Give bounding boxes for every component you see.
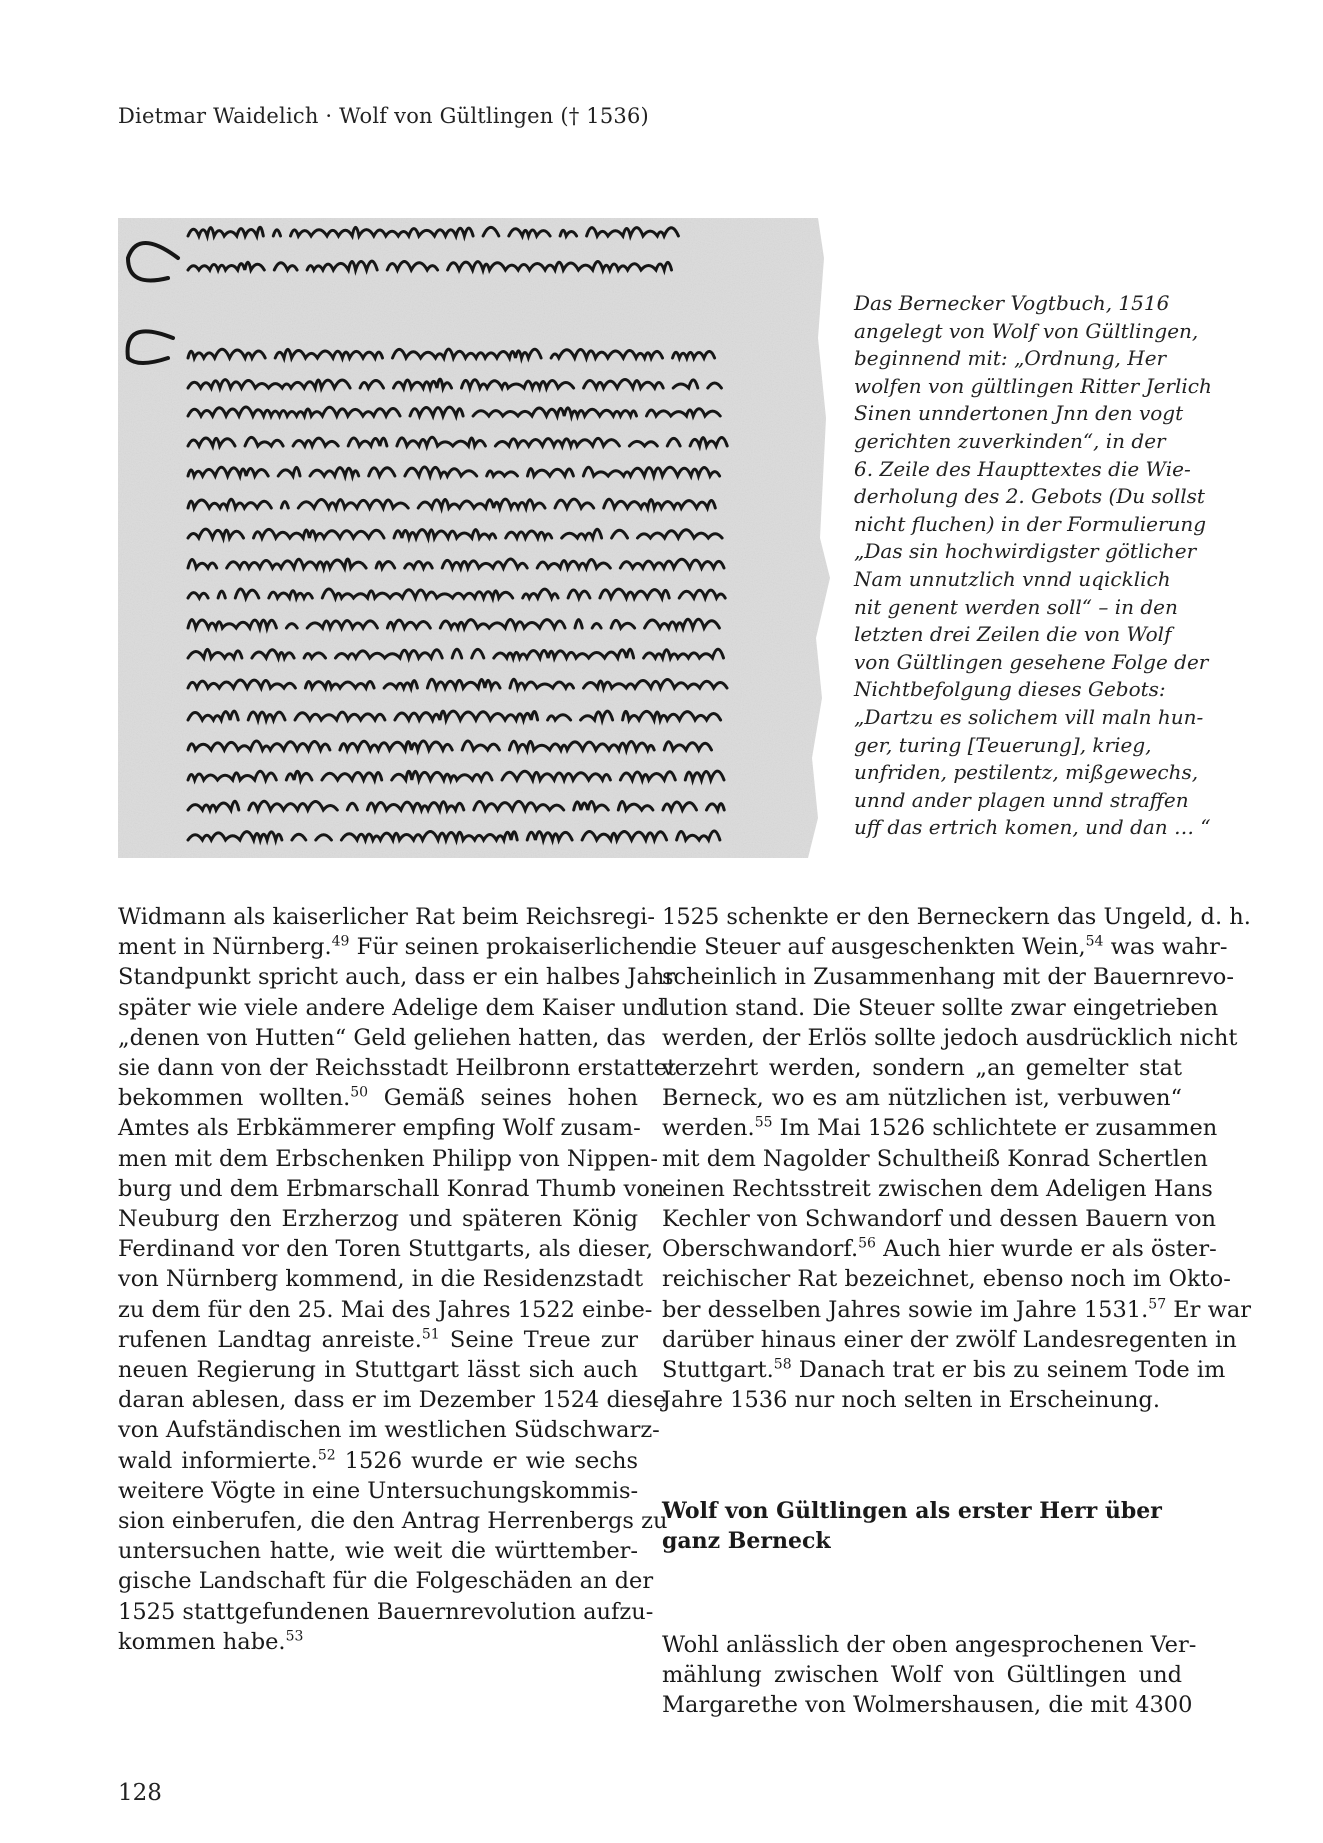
text-line (662, 1264, 1231, 1294)
footnote-ref[interactable]: 55 (754, 1114, 773, 1131)
text-line (118, 932, 664, 962)
footnote-ref[interactable]: 49 (331, 933, 350, 950)
text-run: reichischer Rat bezeichnet, ebenso noch im Okto- (662, 1266, 1231, 1293)
text-run: Stuttgart. (662, 1357, 774, 1384)
text-line (118, 1204, 638, 1234)
text-line (662, 1204, 1216, 1234)
text-run: verzehrt werden, sondern „an gemelter stat (662, 1055, 1182, 1082)
running-head: Dietmar Waidelich · Wolf von Gültlingen († 1536) (118, 104, 649, 128)
footnote-ref[interactable]: 52 (317, 1447, 336, 1464)
caption-line: uff das ertrich komen, und dan … “ (854, 815, 1211, 840)
text-run: Widmann als kaiserlicher Rat beim Reichsregi- (118, 904, 655, 930)
figure-caption (854, 290, 1212, 842)
text-run: 1525 stattgefundenen Bauernrevolution aufzu- (118, 1598, 654, 1625)
text-run: Danach trat er bis zu seinem Tode im (791, 1357, 1226, 1384)
text-run: was wahr- (1103, 934, 1228, 961)
text-run: von Aufständischen im westlichen Südschwarz- (118, 1417, 660, 1444)
text-line (118, 1295, 653, 1325)
text-line (118, 1627, 638, 1657)
text-run: zu dem für den 25. Mai des Jahres 1522 einbe- (118, 1296, 653, 1323)
text-line (662, 1234, 1217, 1264)
text-line (118, 1355, 638, 1385)
text-run: bekommen wollten. (118, 1085, 351, 1112)
caption-line: Nam unnutzlich vnnd uqicklich (854, 566, 1171, 591)
text-line (118, 993, 666, 1023)
text-line (662, 1023, 1238, 1053)
text-run: Neuburg den Erzherzog und späteren König (118, 1206, 638, 1233)
caption-line: 6. Zeile des Haupttextes die Wie- (854, 456, 1191, 481)
footnote-ref[interactable]: 54 (1085, 933, 1104, 950)
text-line (118, 1446, 638, 1476)
text-run: wald informierte. (118, 1447, 318, 1474)
text-line (662, 932, 1228, 962)
text-run: scheinlich in Zusammenhang mit der Bauernrevo- (662, 964, 1234, 991)
caption-line: nicht fluchen) in der Formulierung (854, 511, 1207, 536)
text-line (662, 1355, 1226, 1385)
text-run: Wohl anlässlich der oben angesprochenen Ver- (662, 1632, 1197, 1658)
text-run: daran ablesen, dass er im Dezember 1524 diese (118, 1387, 667, 1414)
text-run: einen Rechtsstreit zwischen dem Adeligen Hans (662, 1175, 1213, 1202)
text-line (662, 993, 1219, 1023)
text-line (662, 1690, 1193, 1720)
caption-line: nit genent werden soll“ – in den (854, 594, 1178, 619)
text-run: men mit dem Erbschenken Philipp von Nippen- (118, 1145, 659, 1172)
text-line (118, 1536, 638, 1566)
text-line (662, 1325, 1237, 1355)
text-run: Kechler von Schwandorf und dessen Bauern von (662, 1206, 1216, 1233)
text-run: untersuchen hatte, wie weit die württember- (118, 1538, 638, 1565)
text-run: weitere Vögte in eine Untersuchungskommis- (118, 1477, 639, 1504)
text-line (662, 1144, 1208, 1174)
text-run: sion einberufen, die den Antrag Herrenbergs zu (118, 1508, 668, 1535)
text-run: Jahre 1536 nur noch selten in Erscheinung. (662, 1387, 1160, 1414)
text-line (118, 902, 655, 932)
text-line (118, 1144, 659, 1174)
text-run: die Steuer auf ausgeschenkten Wein, (662, 934, 1086, 961)
section-heading-line: ganz Berneck (662, 1528, 831, 1554)
text-line (662, 1385, 1182, 1415)
footnote-ref[interactable]: 50 (350, 1084, 369, 1101)
caption-line: Nichtbefolgung dieses Gebots: (854, 677, 1166, 702)
page-number: 128 (118, 1780, 162, 1806)
text-run: werden. (662, 1115, 755, 1142)
section-heading-line: Wolf von Gültlingen als erster Herr über (662, 1498, 1162, 1524)
text-run: sie dann von der Reichsstadt Heilbronn erstattet (118, 1055, 677, 1082)
text-run: werden, der Erlös sollte jedoch ausdrücklich nicht (662, 1024, 1238, 1051)
caption-line: „Das sin hochwirdigster götlicher (854, 539, 1197, 564)
text-line (118, 1083, 638, 1113)
text-run: rufenen Landtag anreiste. (118, 1326, 422, 1353)
text-line (662, 1295, 1252, 1325)
text-run: Für seinen prokaiserlichen (349, 934, 664, 961)
text-run: Berneck, wo es am nützlichen ist, verbuwen“ (662, 1085, 1182, 1112)
right-column (662, 902, 1252, 1415)
text-line (662, 1083, 1182, 1113)
text-line (118, 962, 676, 992)
text-run: ber desselben Jahres sowie im Jahre 1531. (662, 1296, 1149, 1323)
caption-line: unfriden, pestilentz, mißgewechs, (854, 760, 1199, 785)
text-run: „denen von Hutten“ Geld geliehen hatten, das (118, 1024, 646, 1051)
footnote-ref[interactable]: 53 (285, 1628, 304, 1645)
text-line (118, 1385, 667, 1415)
text-line (118, 1234, 654, 1264)
text-run: von Nürnberg kommend, in die Residenzstadt (118, 1266, 644, 1293)
text-run: Ferdinand vor den Toren Stuttgarts, als dieser, (118, 1236, 654, 1263)
caption-line: angelegt von Wolf von Gültlingen, (854, 318, 1199, 343)
caption-line: unnd ander plagen unnd straffen (854, 787, 1189, 812)
section-paragraph (662, 1630, 1197, 1721)
text-line (662, 902, 1251, 932)
footnote-ref[interactable]: 57 (1148, 1296, 1167, 1313)
section-heading (662, 1496, 1182, 1556)
text-line (662, 1660, 1182, 1690)
text-run: Im Mai 1526 schlichtete er zusammen (772, 1115, 1218, 1142)
caption-line: Sinen unndertonen Jnn den vogt (854, 401, 1184, 426)
footnote-ref[interactable]: 51 (421, 1326, 440, 1343)
text-run: gische Landschaft für die Folgeschäden an der (118, 1568, 654, 1595)
text-line (118, 1597, 654, 1627)
left-column (118, 902, 677, 1657)
caption-line: beginnend mit: „Ordnung, Her (854, 346, 1167, 371)
caption-line: gerichten zuverkinden“, in der (854, 428, 1166, 453)
caption-line: von Gültlingen gesehene Folge der (854, 649, 1209, 674)
caption-line: ger, turing [Teuerung], krieg, (854, 732, 1152, 757)
caption-line: Das Bernecker Vogtbuch, 1516 (854, 291, 1170, 315)
text-run: 1525 schenkte er den Berneckern das Ungeld, d. h. (662, 904, 1251, 930)
text-line (118, 1264, 644, 1294)
caption-line: wolfen von gültlingen Ritter Jerlich (854, 373, 1212, 398)
caption-line: „Dartzu es solichem vill maln hun- (854, 704, 1204, 729)
text-line (662, 1174, 1213, 1204)
text-run: kommen habe. (118, 1628, 286, 1655)
caption-line: derholung des 2. Gebots (Du sollst (854, 484, 1205, 509)
manuscript-image (118, 218, 830, 858)
caption-line: letzten drei Zeilen die von Wolf (854, 622, 1172, 647)
text-run: burg und dem Erbmarschall Konrad Thumb von (118, 1175, 665, 1202)
text-line (118, 1506, 668, 1536)
text-run: Er war (1166, 1296, 1252, 1323)
text-run: später wie viele andere Adelige dem Kaiser und (118, 994, 666, 1021)
text-line (662, 1630, 1197, 1660)
text-run: Standpunkt spricht auch, dass er ein halbes Jahr (118, 964, 676, 991)
text-line (118, 1476, 638, 1506)
text-line (118, 1113, 641, 1143)
text-run: Oberschwandorf. (662, 1236, 859, 1263)
text-line (118, 1415, 660, 1445)
text-run: Amtes als Erbkämmerer empfing Wolf zusam- (118, 1115, 641, 1142)
text-run: neuen Regierung in Stuttgart lässt sich auch (118, 1357, 638, 1384)
text-line (662, 1113, 1218, 1143)
text-line (118, 1174, 665, 1204)
footnote-ref[interactable]: 58 (773, 1356, 792, 1373)
text-line (118, 1053, 677, 1083)
text-line (118, 1325, 638, 1355)
text-run: mählung zwischen Wolf von Gültlingen und (662, 1662, 1182, 1689)
text-line (662, 1053, 1182, 1083)
text-run: Gemäß seines hohen (368, 1085, 638, 1112)
text-run: mit dem Nagolder Schultheiß Konrad Schertlen (662, 1145, 1208, 1172)
text-run: ment in Nürnberg. (118, 934, 332, 961)
text-run: 1526 wurde er wie sechs (335, 1447, 638, 1474)
text-line (662, 962, 1234, 992)
text-run: Seine Treue zur (439, 1326, 638, 1353)
text-run: Margarethe von Wolmershausen, die mit 4300 (662, 1692, 1193, 1719)
footnote-ref[interactable]: 56 (858, 1235, 876, 1252)
text-run: Auch hier wurde er als öster- (875, 1236, 1217, 1263)
text-run: darüber hinaus einer der zwölf Landesregenten in (662, 1326, 1237, 1353)
text-line (118, 1023, 646, 1053)
text-line (118, 1566, 654, 1596)
text-run: lution stand. Die Steuer sollte zwar eingetrieben (662, 994, 1219, 1021)
